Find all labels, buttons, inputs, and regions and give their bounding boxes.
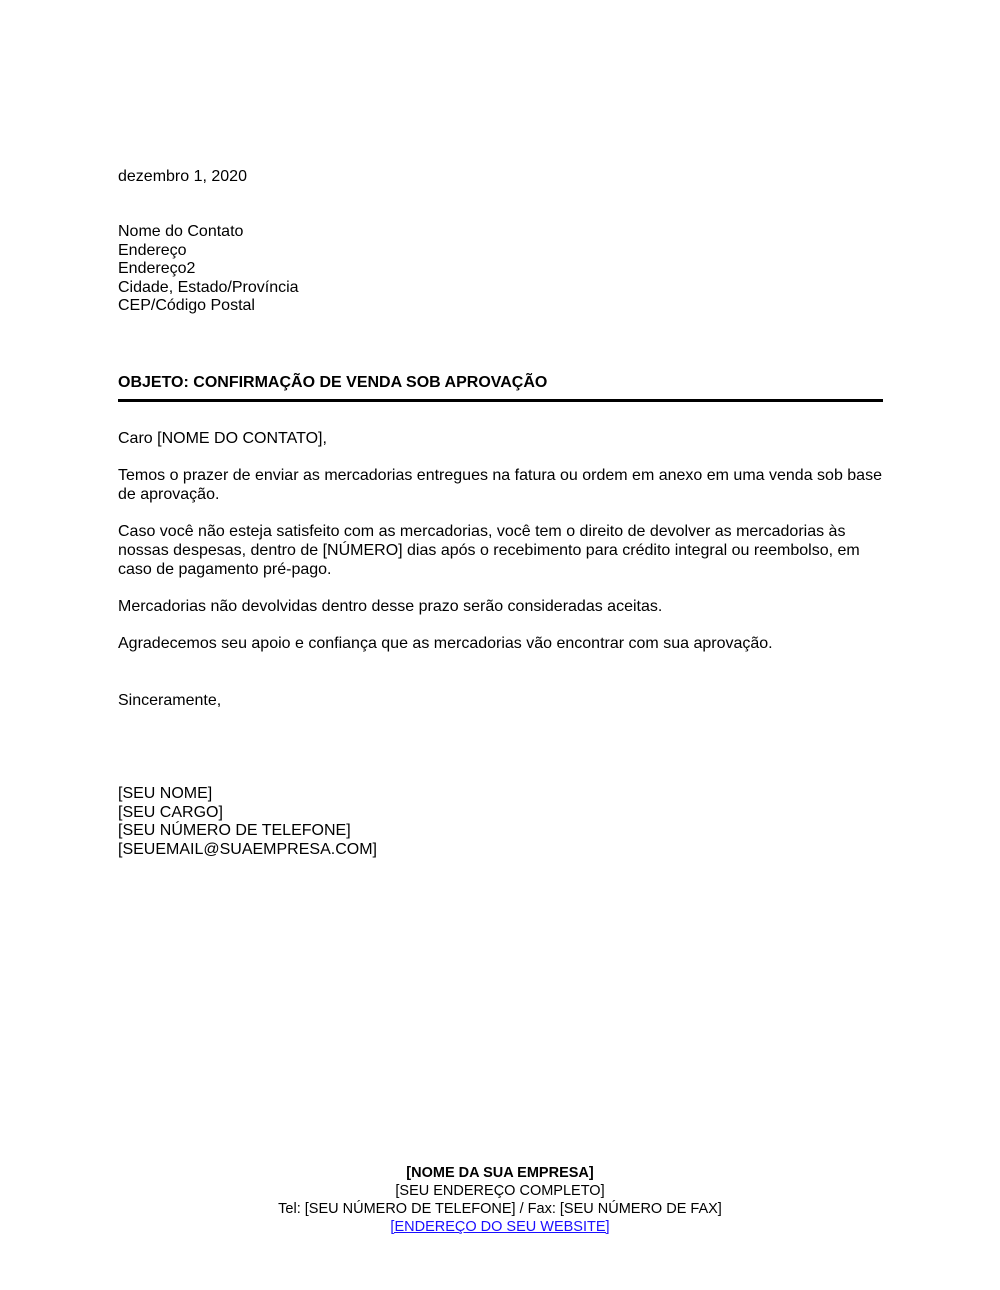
salutation: Caro [NOME DO CONTATO], <box>118 430 327 447</box>
recipient-address-2: Endereço2 <box>118 260 196 277</box>
body-paragraph: Temos o prazer de enviar as mercadorias entregues na fatura ou ordem em anexo em uma venda sob base de aprovação. <box>118 467 882 503</box>
letter-date: dezembro 1, 2020 <box>118 168 247 185</box>
signature-phone: [SEU NÚMERO DE TELEFONE] <box>118 822 351 839</box>
signature-block <box>118 785 377 859</box>
recipient-name: Nome do Contato <box>118 223 244 240</box>
signature-email: [SEUEMAIL@SUAEMPRESA.COM] <box>118 840 377 858</box>
footer-address: [SEU ENDEREÇO COMPLETO] <box>395 1183 605 1199</box>
signature-name: [SEU NOME] <box>118 785 213 802</box>
body-paragraph: Agradecemos seu apoio e confiança que as mercadorias vão encontrar com sua aprovação. <box>118 635 773 652</box>
subject-divider <box>118 399 883 402</box>
recipient-address-1: Endereço <box>118 241 187 259</box>
footer-contact: Tel: [SEU NÚMERO DE TELEFONE] / Fax: [SEU NÚMERO DE FAX] <box>278 1201 722 1217</box>
letter-footer <box>0 1164 1000 1236</box>
letter-subject: OBJETO: CONFIRMAÇÃO DE VENDA SOB APROVAÇÃO <box>118 374 548 391</box>
recipient-postal: CEP/Código Postal <box>118 297 255 314</box>
letter-body <box>118 429 883 671</box>
signature-title: [SEU CARGO] <box>118 803 223 821</box>
body-paragraph: Caso você não esteja satisfeito com as mercadorias, você tem o direito de devolver as mercadorias às nossas despesas, dentro de [NÚMERO] dias após o recebimento para crédito integral ou reembolso, em caso de pagamento pré-pago. <box>118 523 860 578</box>
footer-company: [NOME DA SUA EMPRESA] <box>406 1165 594 1181</box>
recipient-block <box>118 223 299 316</box>
letter-closing: Sinceramente, <box>118 692 222 709</box>
body-paragraph: Mercadorias não devolvidas dentro desse prazo serão consideradas aceitas. <box>118 598 663 615</box>
footer-website-link[interactable]: [ENDEREÇO DO SEU WEBSITE] <box>390 1219 610 1235</box>
recipient-city: Cidade, Estado/Província <box>118 278 299 296</box>
